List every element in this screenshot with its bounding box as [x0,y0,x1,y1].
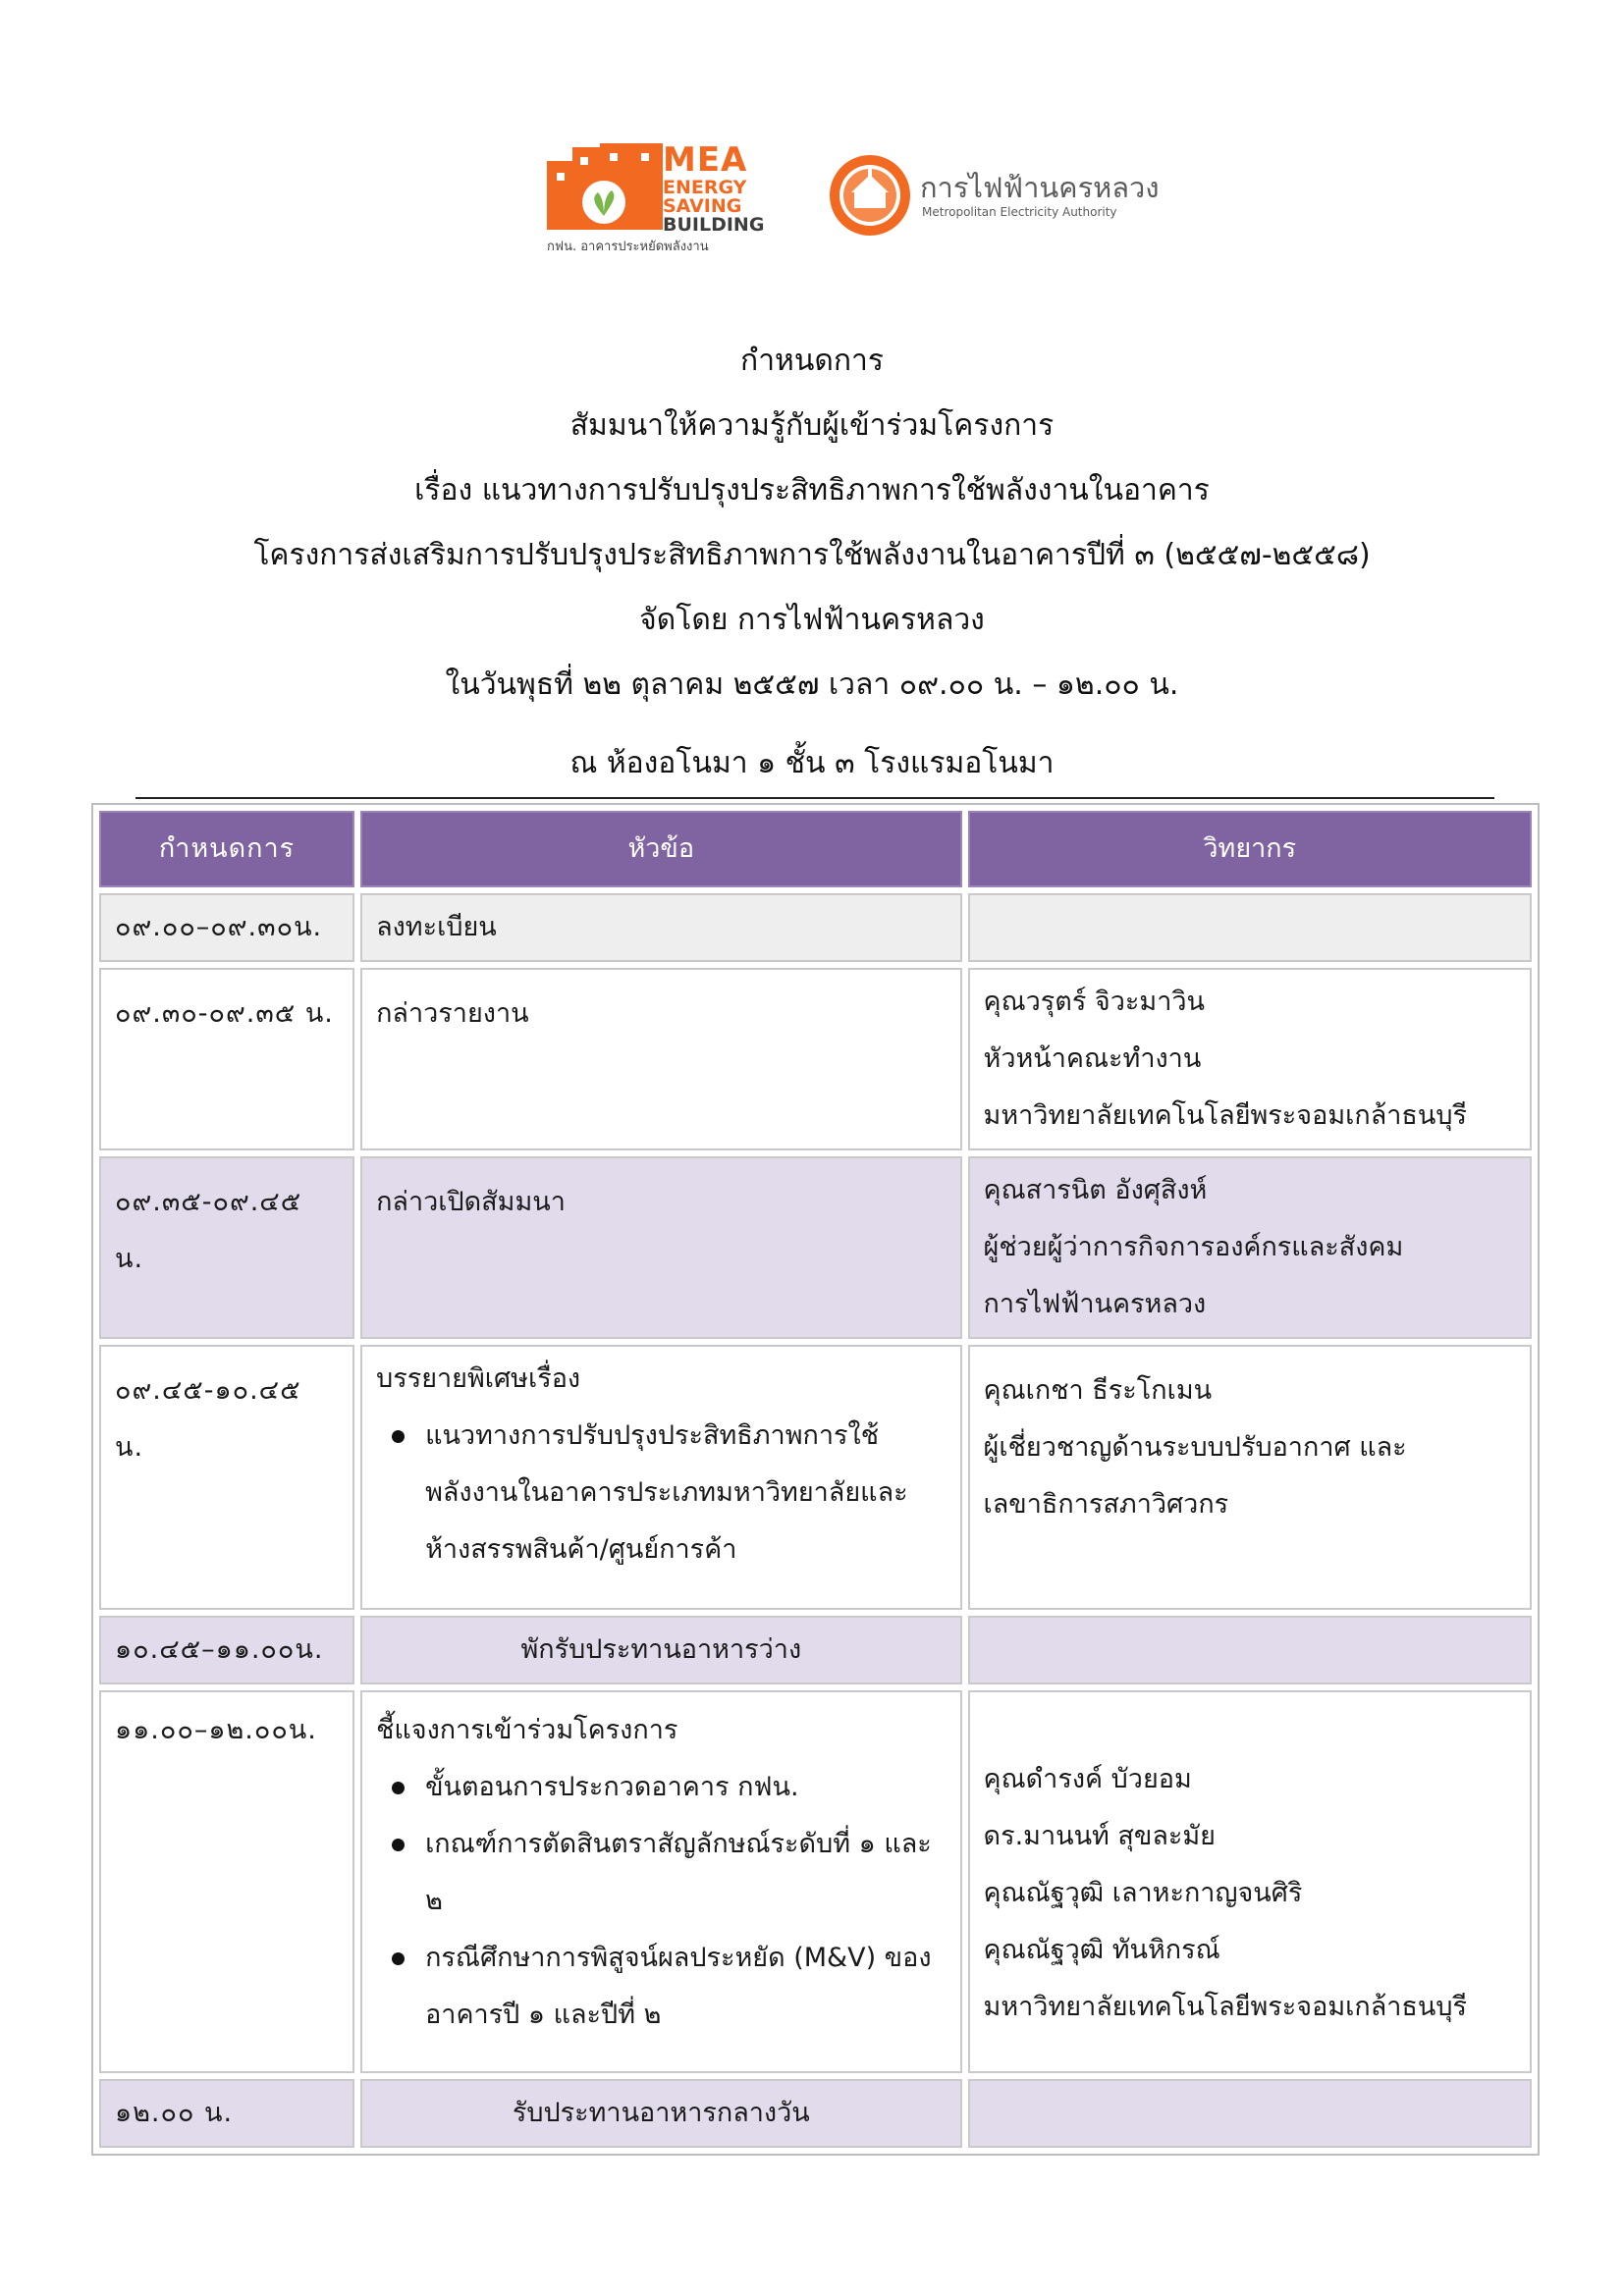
authority-thai-name: การไฟฟ้านครหลวง [920,171,1160,204]
row-speaker [968,1616,1532,1684]
row-speaker [968,968,1532,1150]
heading-organizer: จัดโดย การไฟฟ้านครหลวง [639,603,985,637]
row-speaker [968,1690,1532,2073]
speaker-line: คุณสารนิต อังศุสิงห์ [983,1175,1208,1205]
table-row [99,968,1532,1150]
mea-seal-icon [828,153,912,238]
speaker-line: คุณวรุตร์ จิวะมาวิน [983,987,1205,1017]
topic-bullet: เกณฑ์การตัดสินตราสัญลักษณ์ระดับที่ ๑ และ ๒ [425,1816,946,1930]
heading-divider [135,797,1494,799]
row-topic: กล่าวเปิดสัมมนา [360,1156,961,1339]
logo-subtitle: กฟน. อาคารประหยัดพลังงาน [547,240,709,254]
row-speaker [968,893,1532,962]
table-row [99,1690,1532,2073]
row-time: ๑๐.๔๕–๑๑.๐๐น. [99,1616,354,1684]
row-speaker [968,2079,1532,2148]
mea-authority-logo [828,153,1160,241]
heading-venue: ณ ห้องอโนมา ๑ ชั้น ๓ โรงแรมอโนมา [569,746,1055,780]
row-time: ๑๑.๐๐–๑๒.๐๐น. [99,1690,354,2073]
logo-line-saving: SAVING [663,195,742,217]
schedule-table [91,803,1540,2156]
table-row [99,1345,1532,1610]
topic-bullet: ขั้นตอนการประกวดอาคาร กฟน. [425,1759,946,1816]
table-row [99,2079,1532,2148]
speaker-line: หัวหน้าคณะทำงาน [983,1043,1202,1074]
heading-seminar: สัมมนาให้ความรู้กับผู้เข้าร่วมโครงการ [569,408,1055,443]
table-row [99,1616,1532,1684]
document-heading [0,329,1624,796]
table-header-row [99,811,1532,887]
row-topic: กล่าวรายงาน [360,968,961,1150]
row-topic: รับประทานอาหารกลางวัน [360,2079,961,2148]
header-speaker: วิทยากร [968,811,1532,887]
topic-bullet: แนวทางการปรับปรุงประสิทธิภาพการใช้พลังงานในอาคารประเภทมหาวิทยาลัยและห้างสรรพสินค้า/ศูนย์การค้า [425,1408,946,1578]
speaker-line: คุณณัฐวุฒิ เลาหะกาญจนศิริ [983,1878,1303,1908]
row-speaker [968,1345,1532,1610]
speaker-line: มหาวิทยาลัยเทคโนโลยีพระจอมเกล้าธนบุรี [983,1100,1468,1131]
topic-bullet-list [376,1408,946,1578]
green-building-icon [547,143,663,232]
mea-energy-saving-logo [543,139,769,255]
header-schedule: กำหนดการ [99,811,354,887]
topic-title: บรรยายพิเศษเรื่อง [376,1363,581,1394]
logo-line-mea: MEA [663,140,748,180]
row-topic [360,1690,961,2073]
row-topic: ลงทะเบียน [360,893,961,962]
speaker-line: เลขาธิการสภาวิศวกร [983,1489,1229,1520]
row-time: ๐๙.๓๐-๐๙.๓๕ น. [99,968,354,1150]
speaker-line: มหาวิทยาลัยเทคโนโลยีพระจอมเกล้าธนบุรี [983,1992,1468,2022]
heading-date-time: ในวันพุธที่ ๒๒ ตุลาคม ๒๕๕๗ เวลา ๐๙.๐๐ น. – ๑๒.๐๐ น. [445,667,1179,702]
heading-title: กำหนดการ [740,344,884,378]
speaker-line: ผู้เชี่ยวชาญด้านระบบปรับอากาศ และ [983,1432,1407,1463]
row-time: ๐๙.๓๕-๐๙.๔๕ น. [99,1156,354,1339]
speaker-line: คุณณัฐวุฒิ ทันหิกรณ์ [983,1935,1220,1965]
row-topic: พักรับประทานอาหารว่าง [360,1616,961,1684]
heading-subject: เรื่อง แนวทางการปรับปรุงประสิทธิภาพการใช้พลังงานในอาคาร [414,473,1210,507]
authority-english-name: Metropolitan Electricity Authority [922,205,1117,219]
speaker-line: คุณเกชา ธีระโกเมน [983,1375,1213,1406]
speaker-line: การไฟฟ้านครหลวง [983,1289,1207,1319]
topic-title: ชี้แจงการเข้าร่วมโครงการ [376,1715,678,1745]
topic-bullet-list [376,1759,946,2044]
speaker-line: คุณดำรงค์ บัวยอม [983,1764,1192,1794]
topic-bullet: กรณีศึกษาการพิสูจน์ผลประหยัด (M&V) ของอาคารปี ๑ และปีที่ ๒ [425,1930,946,2044]
header-topic: หัวข้อ [360,811,961,887]
table-row [99,1156,1532,1339]
row-topic [360,1345,961,1610]
speaker-line: ดร.มานนท์ สุขละมัย [983,1821,1217,1851]
logo-line-building: BUILDING [663,214,765,236]
row-speaker [968,1156,1532,1339]
table-row [99,893,1532,962]
speaker-line: ผู้ช่วยผู้ว่าการกิจการองค์กรและสังคม [983,1232,1404,1262]
logo-line-energy: ENERGY [663,177,747,198]
row-time: ๐๙.๐๐–๐๙.๓๐น. [99,893,354,962]
heading-project: โครงการส่งเสริมการปรับปรุงประสิทธิภาพการใช้พลังงานในอาคารปีที่ ๓ (๒๕๕๗-๒๕๕๘) [253,538,1371,572]
row-time: ๑๒.๐๐ น. [99,2079,354,2148]
row-time: ๐๙.๔๕-๑๐.๔๕ น. [99,1345,354,1610]
